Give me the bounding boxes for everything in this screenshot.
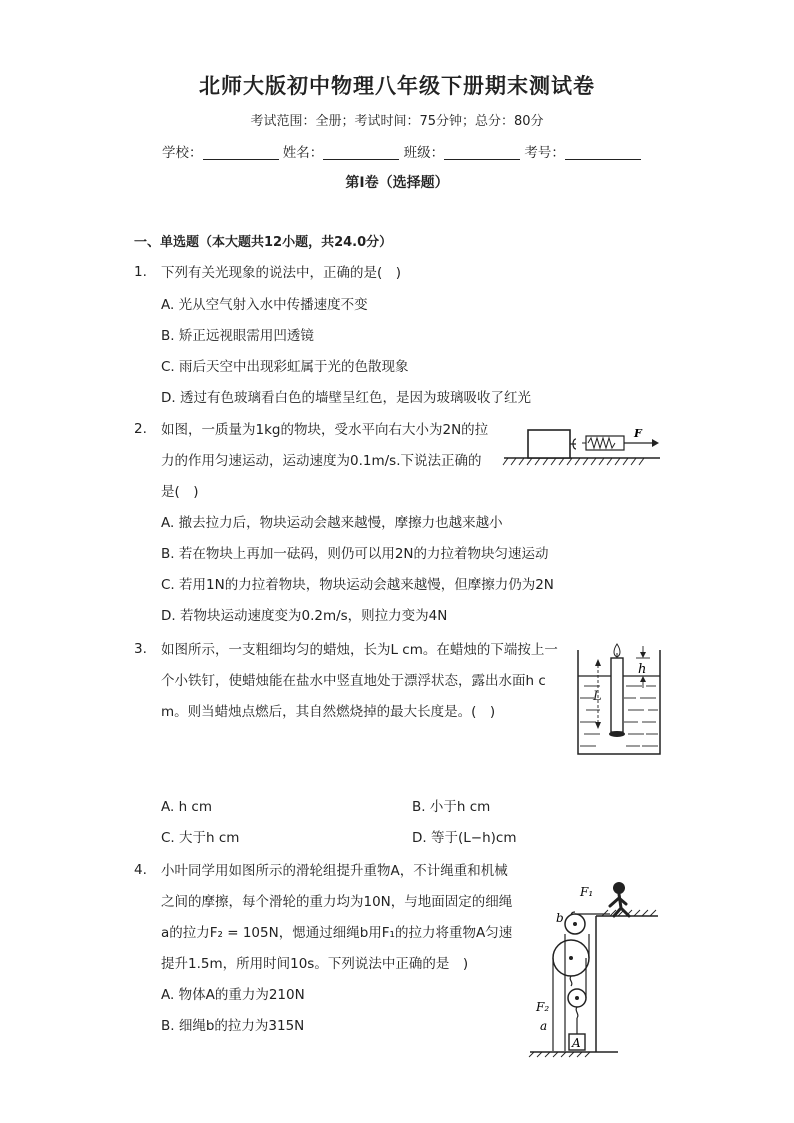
number-blank[interactable] [565, 145, 641, 160]
question-number: 2. [134, 421, 147, 437]
option-c[interactable]: C. 大于h cm [161, 830, 240, 846]
option-b[interactable]: B. 细绳b的拉力为315N [161, 1018, 305, 1034]
h-label: h [638, 662, 647, 677]
class-blank[interactable] [444, 145, 520, 160]
option-d[interactable]: D. 若物块运动速度变为0.2m/s，则拉力变为4N [161, 608, 448, 624]
question-number: 3. [134, 641, 147, 657]
question-stem-line: 如图所示，一支粗细均匀的蜡烛，长为L cm。在蜡烛的下端按上一 [161, 642, 558, 658]
iron-nail [609, 731, 625, 737]
school-blank[interactable] [203, 145, 279, 160]
question-stem: 下列有关光现象的说法中，正确的是( ) [161, 265, 402, 281]
option-b[interactable]: B. 矫正远视眼需用凹透镜 [161, 328, 314, 344]
student-info-line [162, 141, 641, 161]
option-d[interactable]: D. 透过有色玻璃看白色的墙壁呈红色，是因为玻璃吸收了红光 [161, 390, 531, 406]
exam-meta: 考试范围：全册；考试时间：75分钟；总分：80分 [250, 114, 544, 129]
question-stem-line: 是( ) [161, 484, 199, 500]
L-label: L [593, 689, 602, 704]
question-stem-line: 提升1.5m，所用时间10s。下列说法中正确的是 ) [161, 956, 469, 972]
a-label: a [540, 1019, 548, 1033]
b-label: b [556, 911, 564, 925]
name-label: 姓名： [282, 145, 324, 161]
F1-label: F₁ [580, 885, 594, 899]
option-c[interactable]: C. 若用1N的力拉着物块，物块运动会越来越慢，但摩擦力仍为2N [161, 577, 554, 593]
option-a[interactable]: A. 物体A的重力为210N [161, 987, 305, 1003]
force-label: F [634, 427, 642, 440]
option-b[interactable]: B. 小于h cm [412, 799, 491, 815]
option-a[interactable]: A. h cm [161, 799, 213, 815]
option-d[interactable]: D. 等于(L−h)cm [412, 830, 517, 846]
question-stem-line: a的拉力F₂ = 105N，愢通过细绳b用F₁的拉力将重物A匀速 [161, 925, 513, 941]
block [528, 430, 570, 458]
question-stem-line: 小叶同学用如图所示的滑轮组提升重物A，不计绳重和机械 [161, 863, 508, 879]
pulley-system-figure [526, 876, 660, 1058]
option-a[interactable]: A. 光从空气射入水中传播速度不变 [161, 297, 368, 313]
A-label: A [572, 1036, 581, 1050]
question-number: 1. [134, 264, 147, 280]
class-label: 班级： [403, 145, 445, 161]
page-title: 北师大版初中物理八年级下册期末测试卷 [199, 74, 595, 98]
school-label: 学校： [162, 145, 203, 161]
person-head [613, 882, 625, 894]
option-b[interactable]: B. 若在物块上再加一砝码，则仍可以用2N的力拉着物块匀速运动 [161, 546, 549, 562]
question-stem-line: 之间的摩擦，每个滑轮的重力均为10N，与地面固定的细绳 [161, 894, 513, 910]
name-blank[interactable] [323, 145, 399, 160]
question-stem-line: m。则当蜡烛点燃后，其自然燃烧掉的最大长度是。( ) [161, 704, 496, 720]
part-heading: 一、单选题（本大题共12小题，共24.0分） [134, 235, 393, 250]
number-label: 考号： [524, 145, 565, 161]
candle-in-brine-figure [576, 640, 664, 758]
block-spring-figure [502, 420, 662, 466]
question-stem-line: 力的作用匀速运动，运动速度为0.1m/s.下说法正确的 [161, 453, 482, 469]
question-stem-line: 个小铁钉，使蜡烛能在盐水中竖直地处于漂浮状态，露出水面h c [161, 673, 546, 689]
question-number: 4. [134, 862, 147, 878]
candle [611, 658, 623, 732]
F2-label: F₂ [536, 1000, 550, 1014]
question-stem-line: 如图，一质量为1kg的物块，受水平向右大小为2N的拉 [161, 422, 489, 438]
option-c[interactable]: C. 雨后天空中出现彩虹属于光的色散现象 [161, 359, 409, 375]
section-title: 第Ⅰ卷（选择题） [345, 175, 449, 191]
option-a[interactable]: A. 撤去拉力后，物块运动会越来越慢，摩擦力也越来越小 [161, 515, 503, 531]
